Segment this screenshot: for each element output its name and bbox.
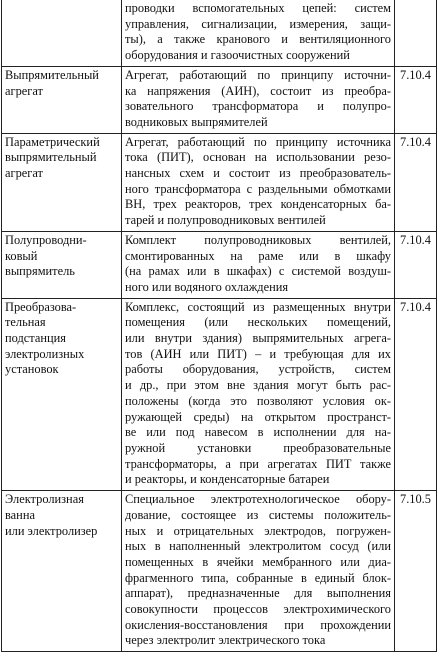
- term-cell: [2, 491, 122, 652]
- clause-cell: [395, 0, 437, 66]
- definition-line: дование, состоящее из системы положитель-: [125, 507, 391, 522]
- term-line: или электролизер: [5, 523, 98, 538]
- definition-line: аппарат), предназначенные для выполнения: [125, 586, 391, 601]
- term-line: подстанция: [5, 331, 66, 346]
- definition-line: совокупности процессов электрохимического: [125, 602, 391, 617]
- term-line: Выпрямительный: [5, 67, 99, 82]
- table-row: [2, 491, 437, 652]
- definition-line: и реакторы, и конденсаторные батареи: [125, 472, 330, 487]
- definition-line: Агрегат, работающий по принципу источника: [125, 134, 391, 149]
- definition-cell: [122, 298, 395, 490]
- definition-line: через электролит электрического тока: [125, 633, 326, 648]
- definition-line: (на рамах или в шкафах) с системой воздуш-: [125, 264, 391, 279]
- definition-line: помещенных в ячейки мембранного или диа-: [125, 554, 391, 569]
- definition-line: работы оборудования, устройств, систем: [125, 362, 391, 377]
- definition-line: смонтированных на раме или в шкафу: [125, 248, 391, 263]
- definition-line: и др., при этом вне здания могут быть рас-: [125, 378, 391, 393]
- term-line: агрегат: [5, 166, 43, 181]
- term-line: выпрямитель: [5, 264, 75, 279]
- term-line: агрегат: [5, 83, 43, 98]
- definition-line: ружной установки преобразовательные: [125, 440, 391, 455]
- definition-line: ВН, трех реакторов, трех конденсаторных ба-: [125, 197, 391, 212]
- definition-line: окисления-восстановления при прохождении: [125, 617, 391, 632]
- term-line: Преобразова-: [5, 299, 77, 314]
- term-line: выпрямительный: [5, 150, 97, 165]
- term-line: ванна: [5, 507, 35, 522]
- term-line: установок: [5, 362, 59, 377]
- definition-line: ных в наполненный электролитом сосуд (или: [125, 539, 391, 554]
- clause-cell: 7.10.5: [395, 491, 437, 652]
- definition-cell: [122, 133, 395, 231]
- term-cell: [2, 66, 122, 133]
- definition-line: ве или под навесом в исполнении для на-: [125, 425, 391, 440]
- definition-line: проводки вспомогательных цепей: систем: [125, 1, 391, 15]
- clause-cell: 7.10.4: [395, 66, 437, 133]
- terms-table: [1, 0, 437, 652]
- table-row: [2, 0, 437, 66]
- term-cell: [2, 231, 122, 298]
- definition-line: оборудования и газоочистных сооружений: [125, 48, 350, 63]
- term-line: Полупроводни-: [5, 232, 87, 247]
- table-row: [2, 298, 437, 490]
- definition-line: ты), а также кранового и вентиляционного: [125, 32, 391, 47]
- definition-cell: [122, 491, 395, 652]
- definition-line: Специальное электротехнологическое обору-: [125, 492, 391, 507]
- definition-line: трансформаторы, а при агрегатах ПИТ также: [125, 456, 391, 471]
- definition-line: или внутри здания) выпрямительных агрега-: [125, 331, 391, 346]
- table-row: [2, 133, 437, 231]
- term-line: Параметрический: [5, 134, 100, 149]
- definition-line: водниковых выпрямителей: [125, 114, 268, 129]
- term-line: Электролизная: [5, 492, 84, 507]
- clause-cell: 7.10.4: [395, 231, 437, 298]
- definition-line: положены (когда это позволяют условия ок-: [125, 393, 391, 408]
- term-line: тельная: [5, 315, 46, 330]
- definition-line: тов (АИН или ПИТ) – и требующая для их: [125, 346, 391, 361]
- definition-line: ружающей среды) на открытом пространст-: [125, 409, 391, 424]
- definition-line: управления, сигнализации, измерения, защи-: [125, 16, 391, 31]
- definition-line: помещения (или нескольких помещений,: [125, 315, 391, 330]
- term-cell: [2, 298, 122, 490]
- clause-cell: 7.10.4: [395, 298, 437, 490]
- definition-line: тарей и полупроводниковых вентилей: [125, 213, 326, 228]
- definition-line: нансных схем и состоит из преобразователь-: [125, 166, 391, 181]
- term-line: электролизных: [5, 346, 85, 361]
- definition-line: ного или водяного охлаждения: [125, 279, 289, 294]
- term-cell: [2, 0, 122, 66]
- definition-line: Комплекс, состоящий из размещенных внутри: [125, 299, 391, 314]
- definition-line: Агрегат, работающий по принципу источни-: [125, 67, 391, 82]
- definition-line: тока (ПИТ), основан на использовании резо-: [125, 150, 391, 165]
- definition-line: Комплект полупроводниковых вентилей,: [125, 232, 391, 247]
- definition-line: ного трансформатора с раздельными обмотками: [125, 181, 391, 196]
- definition-line: зовательного трансформатора и полупро-: [125, 99, 391, 114]
- clause-cell: 7.10.4: [395, 133, 437, 231]
- term-cell: [2, 133, 122, 231]
- table-row: [2, 66, 437, 133]
- definition-cell: [122, 0, 395, 66]
- definition-line: ных и отрицательных электродов, погружен-: [125, 523, 391, 538]
- table-row: [2, 231, 437, 298]
- definition-cell: [122, 231, 395, 298]
- definition-line: фрагменного типа, собранные в единый блок-: [125, 570, 391, 585]
- definition-line: ка напряжения (АИН), состоит из преобра-: [125, 83, 391, 98]
- term-line: ковый: [5, 248, 38, 263]
- definition-cell: [122, 66, 395, 133]
